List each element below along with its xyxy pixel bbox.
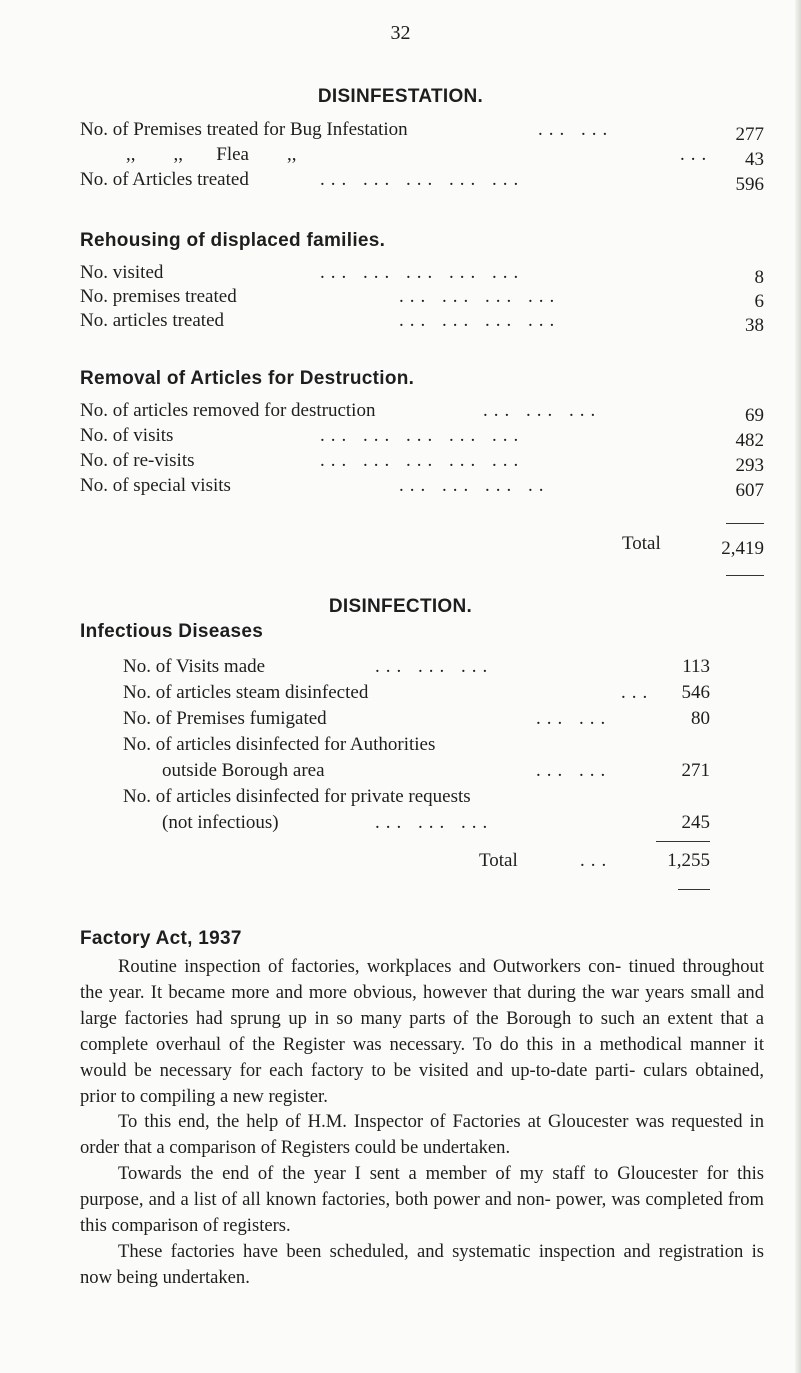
factory-act-title: Factory Act, 1937 (80, 928, 242, 949)
leader-dots: ... ... ... ... ... (320, 425, 525, 446)
total-rule (656, 841, 710, 842)
rehousing-row-label: No. articles treated (80, 310, 225, 331)
page-number: 32 (390, 22, 411, 44)
disinfection-row-label: No. of Premises fumigated (123, 708, 327, 729)
disinfestation-row-label: ,, ,, Flea ,, (126, 144, 297, 165)
rehousing-row-label: No. visited (80, 262, 164, 283)
leader-dots: ... ... (538, 119, 614, 140)
disinfection-row-label-continued: outside Borough area (162, 760, 325, 781)
removal-row-value: 293 (735, 455, 764, 476)
paragraph: To this end, the help of H.M. Inspector of Factories at Gloucester was requested in order that a comparison of Registers could be undertaken. (80, 1111, 764, 1159)
disinfection-row-value: 245 (681, 812, 710, 833)
leader-dots: ... (621, 682, 654, 703)
disinfestation-row-value: 43 (745, 149, 764, 170)
leader-dots: ... ... ... .. (399, 475, 550, 496)
rehousing-row-value: 6 (754, 291, 764, 312)
disinfection-total-label: Total (479, 850, 518, 871)
removal-row-value: 482 (735, 430, 764, 451)
removal-total-value: 2,419 (721, 538, 764, 559)
disinfection-row-label: No. of articles disinfected for Authorities (123, 734, 436, 755)
disinfection-subtitle: Infectious Diseases (80, 621, 264, 642)
leader-dots: ... ... ... (483, 400, 602, 421)
removal-title: Removal of Articles for Destruction. (80, 368, 415, 389)
total-rule (726, 575, 764, 576)
leader-dots: ... ... ... ... (399, 286, 561, 307)
rehousing-row-value: 8 (754, 267, 764, 288)
removal-row-label: No. of articles removed for destruction (80, 400, 376, 421)
removal-row-label: No. of visits (80, 425, 174, 446)
removal-row-value: 69 (745, 405, 764, 426)
leader-dots: ... (580, 850, 613, 871)
leader-dots: ... (680, 144, 713, 165)
disinfestation-row-label: No. of Premises treated for Bug Infestation (80, 119, 408, 140)
leader-dots: ... ... ... ... ... (320, 450, 525, 471)
disinfection-title: DISINFECTION. (328, 596, 473, 617)
disinfestation-row-label: No. of Articles treated (80, 169, 249, 190)
removal-row-label: No. of special visits (80, 475, 231, 496)
disinfection-row-value: 271 (681, 760, 710, 781)
rehousing-title: Rehousing of displaced families. (80, 230, 386, 251)
factory-act-text (80, 954, 764, 1291)
removal-row-value: 607 (735, 480, 764, 501)
total-rule (726, 523, 764, 524)
leader-dots: ... ... (536, 708, 612, 729)
leader-dots: ... ... ... ... ... (320, 262, 525, 283)
disinfection-row-value: 546 (681, 682, 710, 703)
leader-dots: ... ... ... ... ... (320, 169, 525, 190)
rehousing-row-label: No. premises treated (80, 286, 237, 307)
leader-dots: ... ... ... ... (399, 310, 561, 331)
disinfestation-row-value: 596 (735, 174, 764, 195)
leader-dots: ... ... ... (375, 656, 494, 677)
removal-row-label: No. of re-visits (80, 450, 195, 471)
rehousing-row-value: 38 (745, 315, 764, 336)
leader-dots: ... ... (536, 760, 612, 781)
leader-dots: ... ... ... (375, 812, 494, 833)
total-rule (678, 889, 710, 890)
disinfection-row-value: 113 (682, 656, 710, 677)
disinfection-row-label: No. of Visits made (123, 656, 266, 677)
paragraph: Routine inspection of factories, workplaces and Outworkers con- tinued throughout the year. It became more and more obvious, however that during the war years small and large factories had sprung up in so many parts of the Borough to such an extent that a complete overhaul of the Register was necessary. To do this in a methodical manner it would be necessary for each factory to be visited and up-to-date parti- culars obtained, prior to compiling a new register. (80, 956, 764, 1107)
disinfection-row-label: No. of articles disinfected for private requests (123, 786, 471, 807)
removal-total-label: Total (622, 533, 661, 554)
disinfection-row-value: 80 (691, 708, 710, 729)
disinfection-row-label: No. of articles steam disinfected (123, 682, 369, 703)
paragraph: These factories have been scheduled, and systematic inspection and registration is now being undertaken. (80, 1240, 764, 1288)
disinfestation-row-value: 277 (735, 124, 764, 145)
page-edge-shadow (795, 0, 801, 1373)
disinfestation-title: DISINFESTATION. (317, 86, 484, 107)
disinfection-total-value: 1,255 (667, 850, 710, 871)
disinfection-row-label-continued: (not infectious) (162, 812, 279, 833)
paragraph: Towards the end of the year I sent a member of my staff to Gloucester for this purpose, and a list of all known factories, both power and non- power, was completed from this comparison of registers. (80, 1163, 764, 1237)
